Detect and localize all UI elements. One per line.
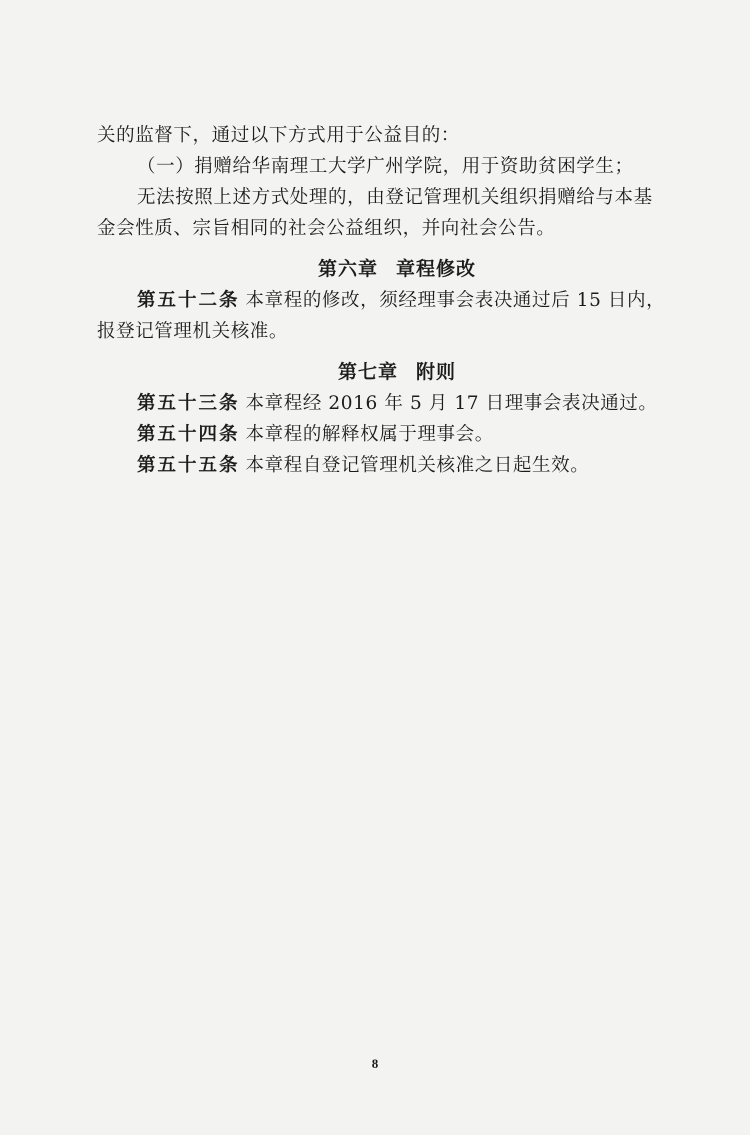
chapter6-section [97, 254, 697, 347]
section5-tail [97, 120, 697, 244]
article-text: 本章程的修改，须经理事会表决通过后 15 日内， [245, 290, 666, 311]
article-text: 本章程的解释权属于理事会。 [245, 424, 494, 445]
article-55 [97, 450, 697, 481]
article-text: 本章程经 2016 年 5 月 17 日理事会表决通过。 [245, 393, 658, 414]
article-label: 第五十二条 [137, 290, 240, 311]
article-text: 本章程自登记管理机关核准之日起生效。 [245, 455, 590, 476]
chapter7-section [97, 357, 697, 481]
chapter-heading [97, 357, 697, 388]
article-label: 第五十五条 [137, 455, 240, 476]
paragraph-line: 关的监督下，通过以下方式用于公益目的： [97, 125, 460, 146]
chapter-heading [97, 254, 697, 285]
chapter-number: 第七章 [337, 361, 398, 383]
chapter-title: 章程修改 [396, 258, 477, 280]
paragraph-line: （一）捐赠给华南理工大学广州学院，用于资助贫困学生； [137, 156, 634, 177]
article-label: 第五十三条 [137, 393, 240, 414]
paragraph-line: 无法按照上述方式处理的，由登记管理机关组织捐赠给与本基 [137, 187, 653, 208]
paragraph-line: 金会性质、宗旨相同的社会公益组织，并向社会公告。 [97, 218, 556, 239]
page-number: 8 [371, 1056, 379, 1071]
article-54 [97, 419, 697, 450]
chapter-number: 第六章 [317, 258, 378, 280]
article-53 [97, 388, 697, 419]
article-52-continuation: 报登记管理机关核准。 [97, 321, 289, 342]
article-52 [97, 285, 697, 316]
chapter-title: 附则 [416, 361, 457, 383]
article-label: 第五十四条 [137, 424, 240, 445]
